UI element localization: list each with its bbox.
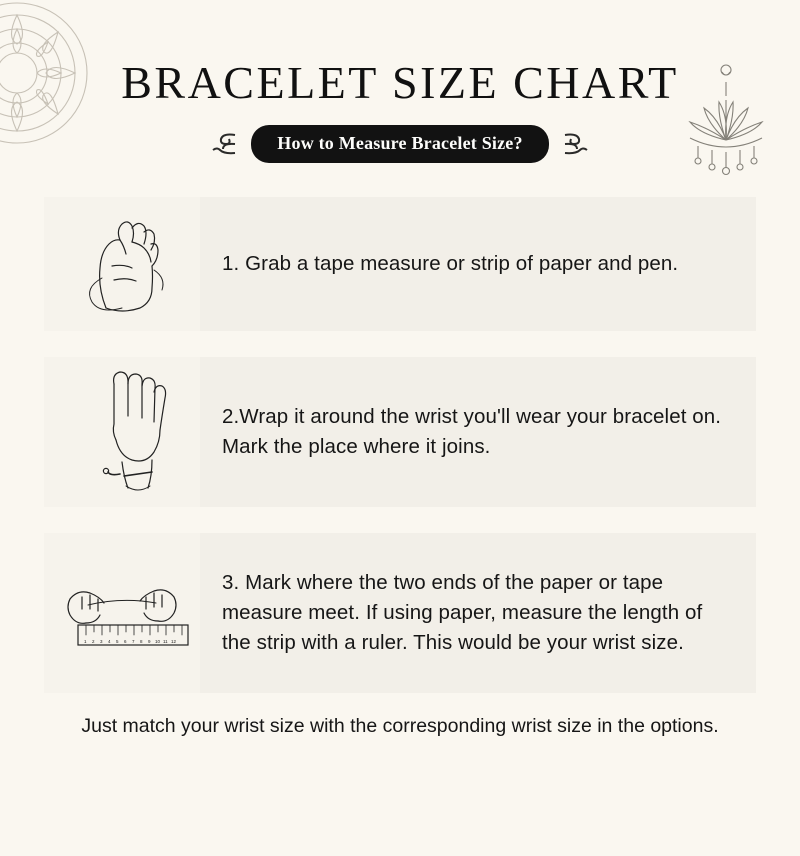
svg-text:12: 12	[171, 639, 177, 644]
svg-text:5: 5	[116, 639, 119, 644]
step-illustration-1	[44, 197, 200, 331]
subtitle-badge: How to Measure Bracelet Size?	[251, 125, 548, 163]
hand-with-tape-around-wrist-illustration-icon	[62, 364, 182, 500]
step-text: 1. Grab a tape measure or strip of paper and pen.	[222, 251, 679, 275]
step-item	[44, 357, 756, 507]
svg-text:1: 1	[84, 639, 87, 644]
svg-text:3: 3	[100, 639, 103, 644]
svg-text:9: 9	[148, 639, 151, 644]
step-text: 2.Wrap it around the wrist you'll wear your bracelet on. Mark the place where it joins.	[222, 404, 722, 458]
step-illustration-2	[44, 357, 200, 507]
steps-list	[0, 197, 800, 693]
hands-measuring-strip-with-ruler-illustration-icon	[52, 553, 192, 673]
swirl-flourish-right-icon	[561, 131, 591, 157]
svg-text:2: 2	[92, 639, 95, 644]
svg-text:7: 7	[132, 639, 135, 644]
subtitle-row	[0, 125, 800, 163]
step-text: 3. Mark where the two ends of the paper or tape measure meet. If using paper, measure the length of the strip with a ruler. This would be your wrist size.	[222, 570, 703, 655]
step-item	[44, 197, 756, 331]
svg-text:11: 11	[163, 639, 168, 644]
step-item	[44, 533, 756, 693]
svg-text:4: 4	[108, 639, 111, 644]
page-title: BRACELET SIZE CHART	[121, 57, 679, 108]
hand-fist-with-tape-illustration-icon	[62, 204, 182, 324]
swirl-flourish-left-icon	[209, 131, 239, 157]
svg-text:6: 6	[124, 639, 127, 644]
footer-note: Just match your wrist size with the corresponding wrist size in the options.	[81, 715, 719, 737]
step-illustration-3	[44, 533, 200, 693]
svg-text:8: 8	[140, 639, 143, 644]
svg-text:10: 10	[155, 639, 161, 644]
